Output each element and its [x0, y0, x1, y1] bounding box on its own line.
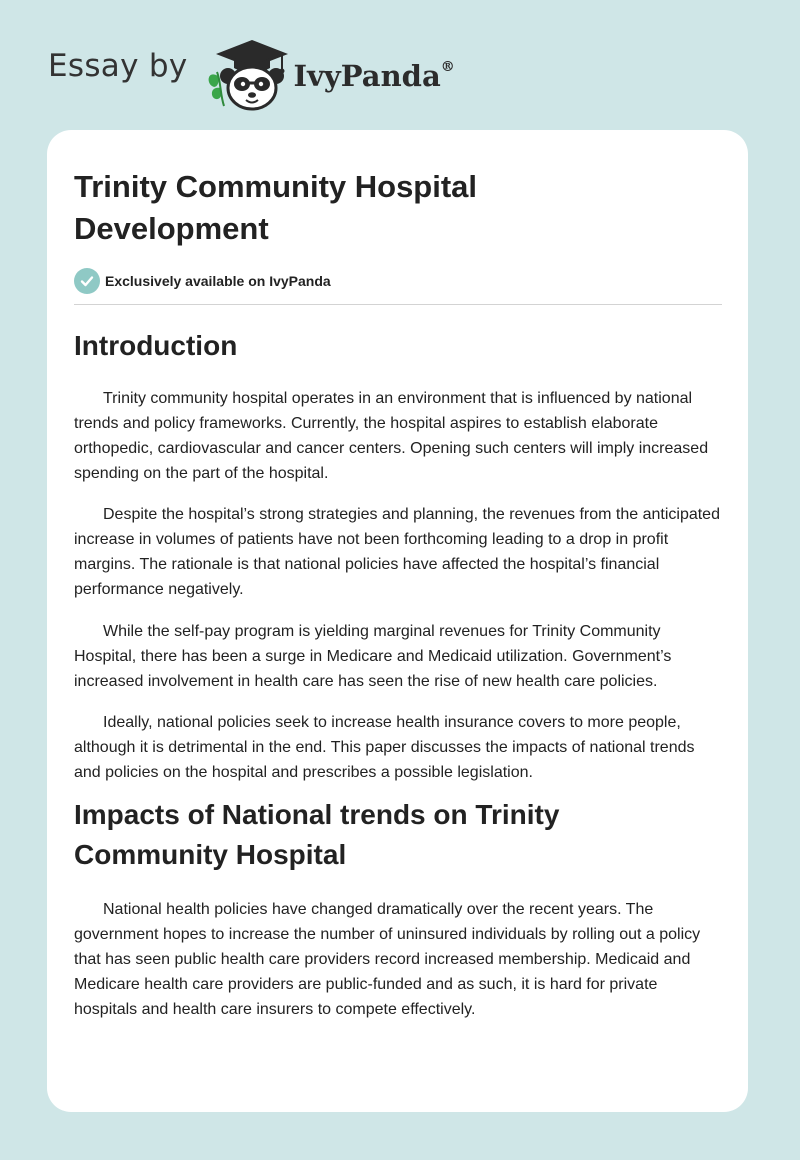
page-title: Trinity Community Hospital Development [74, 169, 478, 246]
paragraph: Trinity community hospital operates in an environment that is influenced by national trends and policy frameworks. Currently, the hospital aspires to establish elaborate orthopedic, cardiovascular and cancer centers. Opening such centers will imply increased spending on the part of the hospital. [74, 390, 709, 482]
exclusive-label: Exclusively available on IvyPanda [105, 273, 331, 289]
paragraph: National health policies have changed dramatically over the recent years. The government hopes to increase the number of uninsured individuals by rolling out a policy that has seen public health care providers record increased membership. Medicaid and Medicare health care providers are public-funded and as such, it is hard for private hospitals and health care insurers to compete effectively. [74, 901, 701, 1018]
paragraph: While the self-pay program is yielding marginal revenues for Trinity Community Hospital, there has been a surge in Medicare and Medicaid utilization. Government’s increased involvement in health care has seen the rise of new health care policies. [74, 623, 672, 690]
brand-text: IvyPanda [293, 59, 441, 93]
section-heading-introduction: Introduction [74, 330, 238, 361]
site-header [48, 34, 455, 114]
panda-logo-icon[interactable] [202, 36, 292, 112]
checkmark-icon [74, 268, 100, 294]
registered-mark: ® [440, 59, 455, 76]
divider [74, 304, 722, 305]
paragraph: Despite the hospital’s strong strategies and planning, the revenues from the anticipated increase in volumes of patients have not been forthcoming leading to a drop in profit margins. The rationale is that national policies have affected the hospital’s financial performance negatively. [74, 506, 720, 598]
exclusive-badge [74, 267, 722, 295]
essay-by-label: Essay by [48, 48, 188, 84]
section-heading-impacts: Impacts of National trends on Trinity Community Hospital [74, 799, 560, 870]
brand-name[interactable] [294, 59, 455, 93]
article-card [47, 130, 748, 1112]
panda-graduation-cap-icon [202, 36, 292, 112]
paragraph: Ideally, national policies seek to increase health insurance covers to more people, although it is detrimental in the end. This paper discusses the impacts of national trends and policies on the hospital and prescribes a possible legislation. [74, 714, 695, 781]
